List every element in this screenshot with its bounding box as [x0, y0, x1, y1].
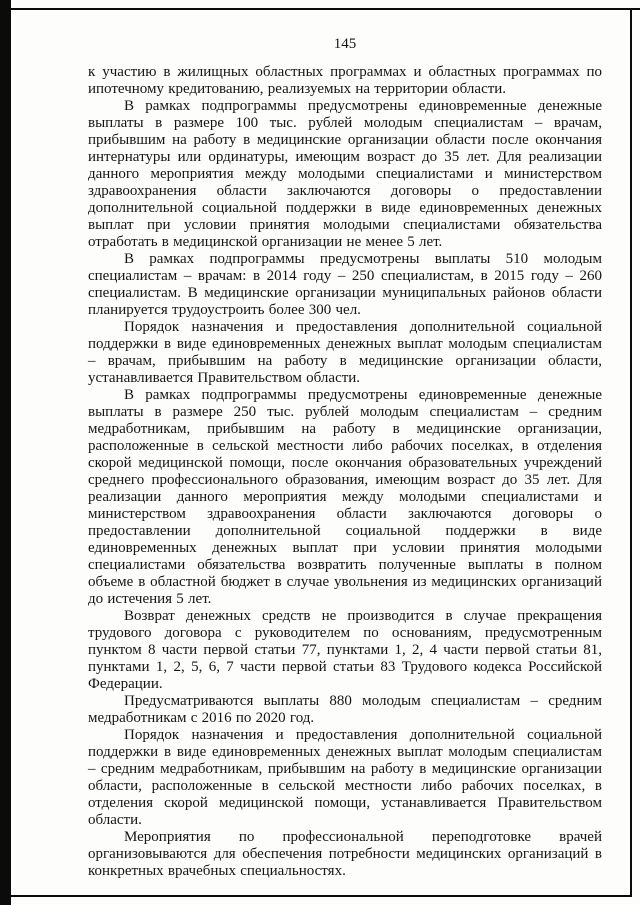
page-content: [88, 36, 602, 880]
paragraph: В рамках подпрограммы предусмотрены единовременные денежные выплаты в размере 100 тыс. рублей молодым специалистам – врачам, прибывшим на работу в медицинские организации области после окончания интернатуры или ординатуры, имеющим возраст до 35 лет. Для реализации данного мероприятия между молодыми специалистами и министерством здравоохранения области заключаются договоры о предоставлении дополнительной социальной поддержки в виде единовременных денежных выплат при условии принятия молодыми специалистами обязательства отработать в медицинской организации не менее 5 лет.: [88, 98, 602, 250]
paragraph: Возврат денежных средств не производится в случае прекращения трудового договора с руководителем по основаниям, предусмотренным пунктом 8 части первой статьи 77, пунктами 1, 2, 4 части первой статьи 81, пунктами 1, 2, 5, 6, 7 части первой статьи 83 Трудового кодекса Российской Федерации.: [88, 608, 602, 692]
paragraph: Предусматриваются выплаты 880 молодым специалистам – средним медработникам с 2016 по 2020 год.: [88, 693, 602, 726]
paragraph: Мероприятия по профессиональной переподготовке врачей организовываются для обеспечения потребности медицинских организаций в конкретных врачебных специальностях.: [88, 829, 602, 879]
scan-edge-bottom: [11, 895, 632, 897]
paragraph: Порядок назначения и предоставления дополнительной социальной поддержки в виде единовременных денежных выплат молодым специалистам – врачам, прибывшим на работу в медицинские организации области, устанавливается Правительством области.: [88, 319, 602, 386]
paragraph: В рамках подпрограммы предусмотрены единовременные денежные выплаты в размере 250 тыс. рублей молодым специалистам – средним медработникам, прибывшим на работу в медицинские организации, расположенные в сельской местности либо рабочих поселках, в отделения скорой медицинской помощи, после окончания образовательных учреждений среднего профессионального образования, имеющим возраст до 35 лет. Для реализации данного мероприятия между молодыми специалистами и министерством здравоохранения области заключаются договоры о предоставлении дополнительной социальной поддержки в виде единовременных денежных выплат при условии принятия молодыми специалистами обязательства возвратить полученные выплаты в полном объеме в областной бюджет в случае увольнения из медицинских организаций до истечения 5 лет.: [88, 387, 602, 607]
scan-edge-right: [630, 8, 632, 897]
page-number: 145: [333, 36, 357, 52]
scan-edge-left: [0, 0, 11, 905]
paragraph: к участию в жилищных областных программах и областных программах по ипотечному кредитованию, реализуемых на территории области.: [88, 64, 602, 97]
scan-edge-top: [11, 8, 640, 10]
paragraph: В рамках подпрограммы предусмотрены выплаты 510 молодым специалистам – врачам: в 2014 году – 250 специалистам, в 2015 году – 260 специалистам. В медицинские организации муниципальных районов области планируется трудоустроить более 300 чел.: [88, 251, 602, 318]
paragraph: Порядок назначения и предоставления дополнительной социальной поддержки в виде единовременных денежных выплат молодым специалистам – средним медработникам, прибывшим на работу в медицинские организации области, расположенные в сельской местности либо рабочих поселках, в отделения скорой медицинской помощи, устанавливается Правительством области.: [88, 727, 602, 828]
